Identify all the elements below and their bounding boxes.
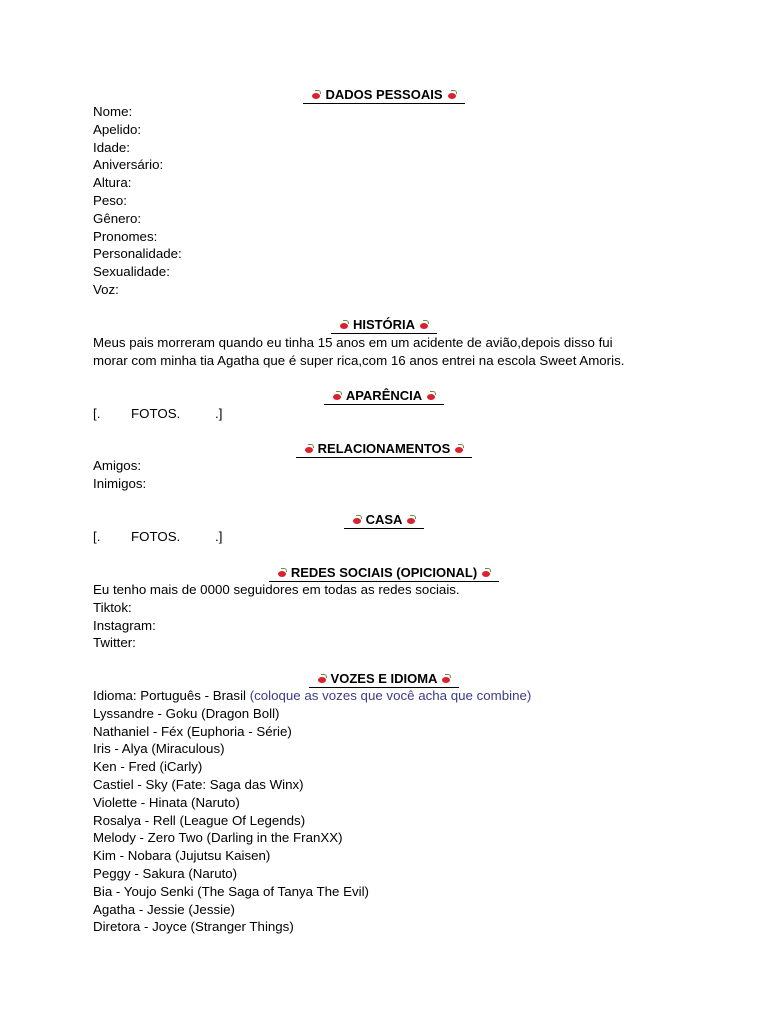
section-heading-casa xyxy=(0,512,768,529)
idioma-line xyxy=(93,687,531,705)
voice-item: Peggy - Sakura (Naruto) xyxy=(93,865,238,881)
section-title: VOZES E IDIOMA xyxy=(330,671,438,686)
voice-item: Ken - Fred (iCarly) xyxy=(93,759,203,775)
voice-item: Iris - Alya (Miraculous) xyxy=(93,741,225,757)
voice-item: Rosalya - Rell (League Of Legends) xyxy=(93,812,306,828)
voice-item: Bia - Youjo Senki (The Saga of Tanya The Evil) xyxy=(93,883,369,899)
cherry-icon xyxy=(303,444,315,454)
cherry-icon xyxy=(331,391,343,401)
field-tiktok: Tiktok: xyxy=(93,599,132,615)
section-heading-dados-pessoais xyxy=(0,87,768,104)
bracket-close: .] xyxy=(215,529,223,544)
section-title: HISTÓRIA xyxy=(352,317,416,332)
bracket-open: [. xyxy=(93,406,101,421)
cherry-icon xyxy=(440,674,452,684)
cherry-icon xyxy=(316,674,328,684)
voice-item: Diretora - Joyce (Stranger Things) xyxy=(93,919,294,935)
cherry-icon xyxy=(446,90,458,100)
photos-label: FOTOS. xyxy=(131,406,181,421)
section-title: CASA xyxy=(365,512,403,527)
field-pronomes: Pronomes: xyxy=(93,228,158,244)
cherry-icon xyxy=(418,320,430,330)
field-aniversario: Aniversário: xyxy=(93,157,164,173)
idioma-label: Idioma: Português - Brasil xyxy=(93,688,250,703)
cherry-icon xyxy=(276,568,288,578)
redes-followers-text: Eu tenho mais de 0000 seguidores em todas as redes sociais. xyxy=(93,582,460,597)
field-nome: Nome: xyxy=(93,104,133,119)
field-instagram: Instagram: xyxy=(93,617,156,633)
section-heading-redes-sociais xyxy=(0,565,768,582)
bracket-open: [. xyxy=(93,529,101,544)
cherry-icon xyxy=(338,320,350,330)
bracket-close: .] xyxy=(215,406,223,421)
idioma-hint: (coloque as vozes que você acha que combine) xyxy=(249,688,532,703)
cherry-icon xyxy=(480,568,492,578)
field-genero: Gênero: xyxy=(93,210,142,226)
field-twitter: Twitter: xyxy=(93,635,136,651)
section-title: DADOS PESSOAIS xyxy=(325,87,443,102)
section-heading-vozes-idioma xyxy=(0,671,768,688)
section-heading-relacionamentos xyxy=(0,441,768,458)
section-title: APARÊNCIA xyxy=(345,388,423,403)
voice-item: Lyssandre - Goku (Dragon Boll) xyxy=(93,705,280,721)
field-apelido: Apelido: xyxy=(93,121,142,137)
cherry-icon xyxy=(351,515,363,525)
historia-line: morar com minha tia Agatha que é super rica,com 16 anos entrei na escola Sweet Amoris. xyxy=(93,352,625,368)
cherry-icon xyxy=(425,391,437,401)
field-voz: Voz: xyxy=(93,281,119,297)
section-title: REDES SOCIAIS (OPICIONAL) xyxy=(290,565,478,580)
cherry-icon xyxy=(453,444,465,454)
voice-item: Castiel - Sky (Fate: Saga das Winx) xyxy=(93,776,304,792)
voice-item: Violette - Hinata (Naruto) xyxy=(93,794,240,810)
field-inimigos: Inimigos: xyxy=(93,475,147,491)
field-peso: Peso: xyxy=(93,192,128,208)
section-heading-historia xyxy=(0,317,768,334)
section-title: RELACIONAMENTOS xyxy=(317,441,451,456)
historia-text xyxy=(93,334,624,370)
voice-item: Nathaniel - Féx (Euphoria - Série) xyxy=(93,723,292,739)
historia-line: Meus pais morreram quando eu tinha 15 anos em um acidente de avião,depois disso fui xyxy=(93,335,613,350)
voice-item: Kim - Nobara (Jujutsu Kaisen) xyxy=(93,848,271,864)
field-amigos: Amigos: xyxy=(93,458,142,473)
section-heading-aparencia xyxy=(0,388,768,405)
voice-item: Melody - Zero Two (Darling in the FranXX) xyxy=(93,830,343,846)
field-altura: Altura: xyxy=(93,175,132,191)
field-personalidade: Personalidade: xyxy=(93,246,182,262)
vozes-list xyxy=(93,687,531,936)
relacionamentos-fields xyxy=(93,457,146,493)
dados-fields xyxy=(93,103,182,299)
voice-item: Agatha - Jessie (Jessie) xyxy=(93,901,235,917)
field-idade: Idade: xyxy=(93,139,130,155)
redes-fields xyxy=(93,581,460,652)
photos-label: FOTOS. xyxy=(131,529,181,544)
field-sexualidade: Sexualidade: xyxy=(93,264,170,280)
cherry-icon xyxy=(310,90,322,100)
cherry-icon xyxy=(405,515,417,525)
